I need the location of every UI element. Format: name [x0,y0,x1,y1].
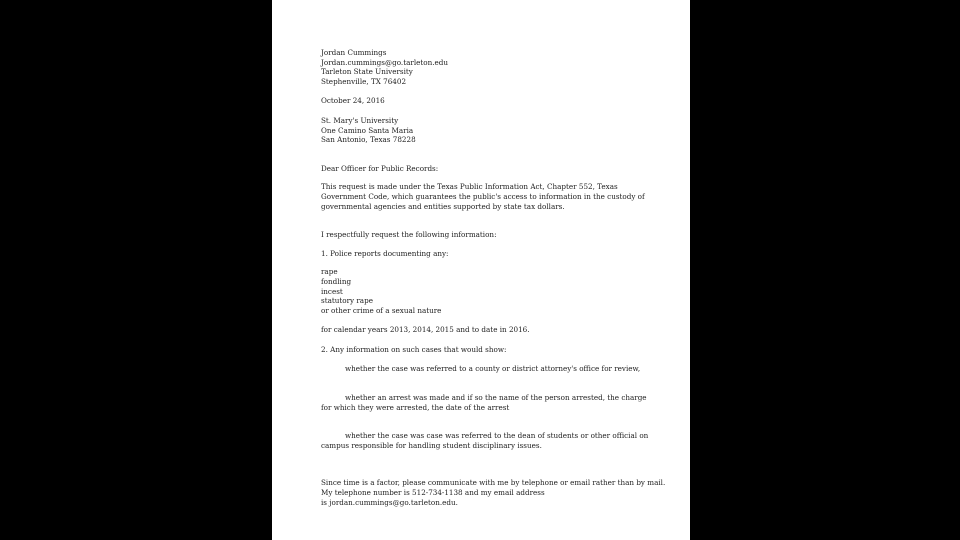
arrest-line: for which they were arrested, the date of the arrest [321,402,510,412]
closing-line: My telephone number is 512-734-1138 and my email address [321,488,545,498]
sender-city: Stephenville, TX 76402 [321,76,407,86]
salutation: Dear Officer for Public Records: [321,163,439,173]
letter-date: October 24, 2016 [321,96,385,106]
recipient-block [321,116,661,145]
item1-years: for calendar years 2013, 2014, 2015 and to date in 2016. [321,325,530,335]
dean-line: campus responsible for handling student disciplinary issues. [321,440,542,450]
intro-line: Government Code, which guarantees the public's access to information in the custody of [321,191,645,201]
item2-point-referral: whether the case was referred to a county or district attorney's office for review, [345,364,641,374]
recipient-name: St. Mary's University [321,115,399,125]
item1-heading: 1. Police reports documenting any: [321,248,449,258]
item2-heading: 2. Any information on such cases that would show: [321,344,507,354]
intro-line: governmental agencies and entities supported by state tax dollars. [321,201,565,211]
crime-item: or other crime of a sexual nature [321,305,442,315]
closing-line: Since time is a factor, please communicate with me by telephone or email rather than by mail. [321,478,666,488]
recipient-city: San Antonio, Texas 78228 [321,135,416,145]
sender-block [321,48,661,86]
crime-item: fondling [321,276,352,286]
crime-item: rape [321,267,338,277]
sender-institution: Tarleton State University [321,67,413,77]
request-intro: I respectfully request the following information: [321,230,497,240]
sender-email: Jordan.cummings@go.tarleton.edu [321,57,448,67]
item2-point-arrest [321,393,661,412]
item2-point-dean [321,431,661,450]
crime-item: incest [321,286,343,296]
document-page [272,0,690,540]
closing-paragraph [321,478,666,507]
crime-list [321,267,661,315]
arrest-line: whether an arrest was made and if so the name of the person arrested, the charge [345,393,647,403]
closing-line: is jordan.cummings@go.tarleton.edu. [321,497,458,507]
crime-item: statutory rape [321,296,373,306]
intro-line: This request is made under the Texas Public Information Act, Chapter 552, Texas [321,182,618,192]
recipient-street: One Camino Santa Maria [321,125,414,135]
letter-body [321,48,666,507]
dean-line: whether the case was case was referred to the dean of students or other official on [345,431,649,441]
sender-name: Jordan Cummings [321,48,387,57]
intro-paragraph [321,182,661,211]
